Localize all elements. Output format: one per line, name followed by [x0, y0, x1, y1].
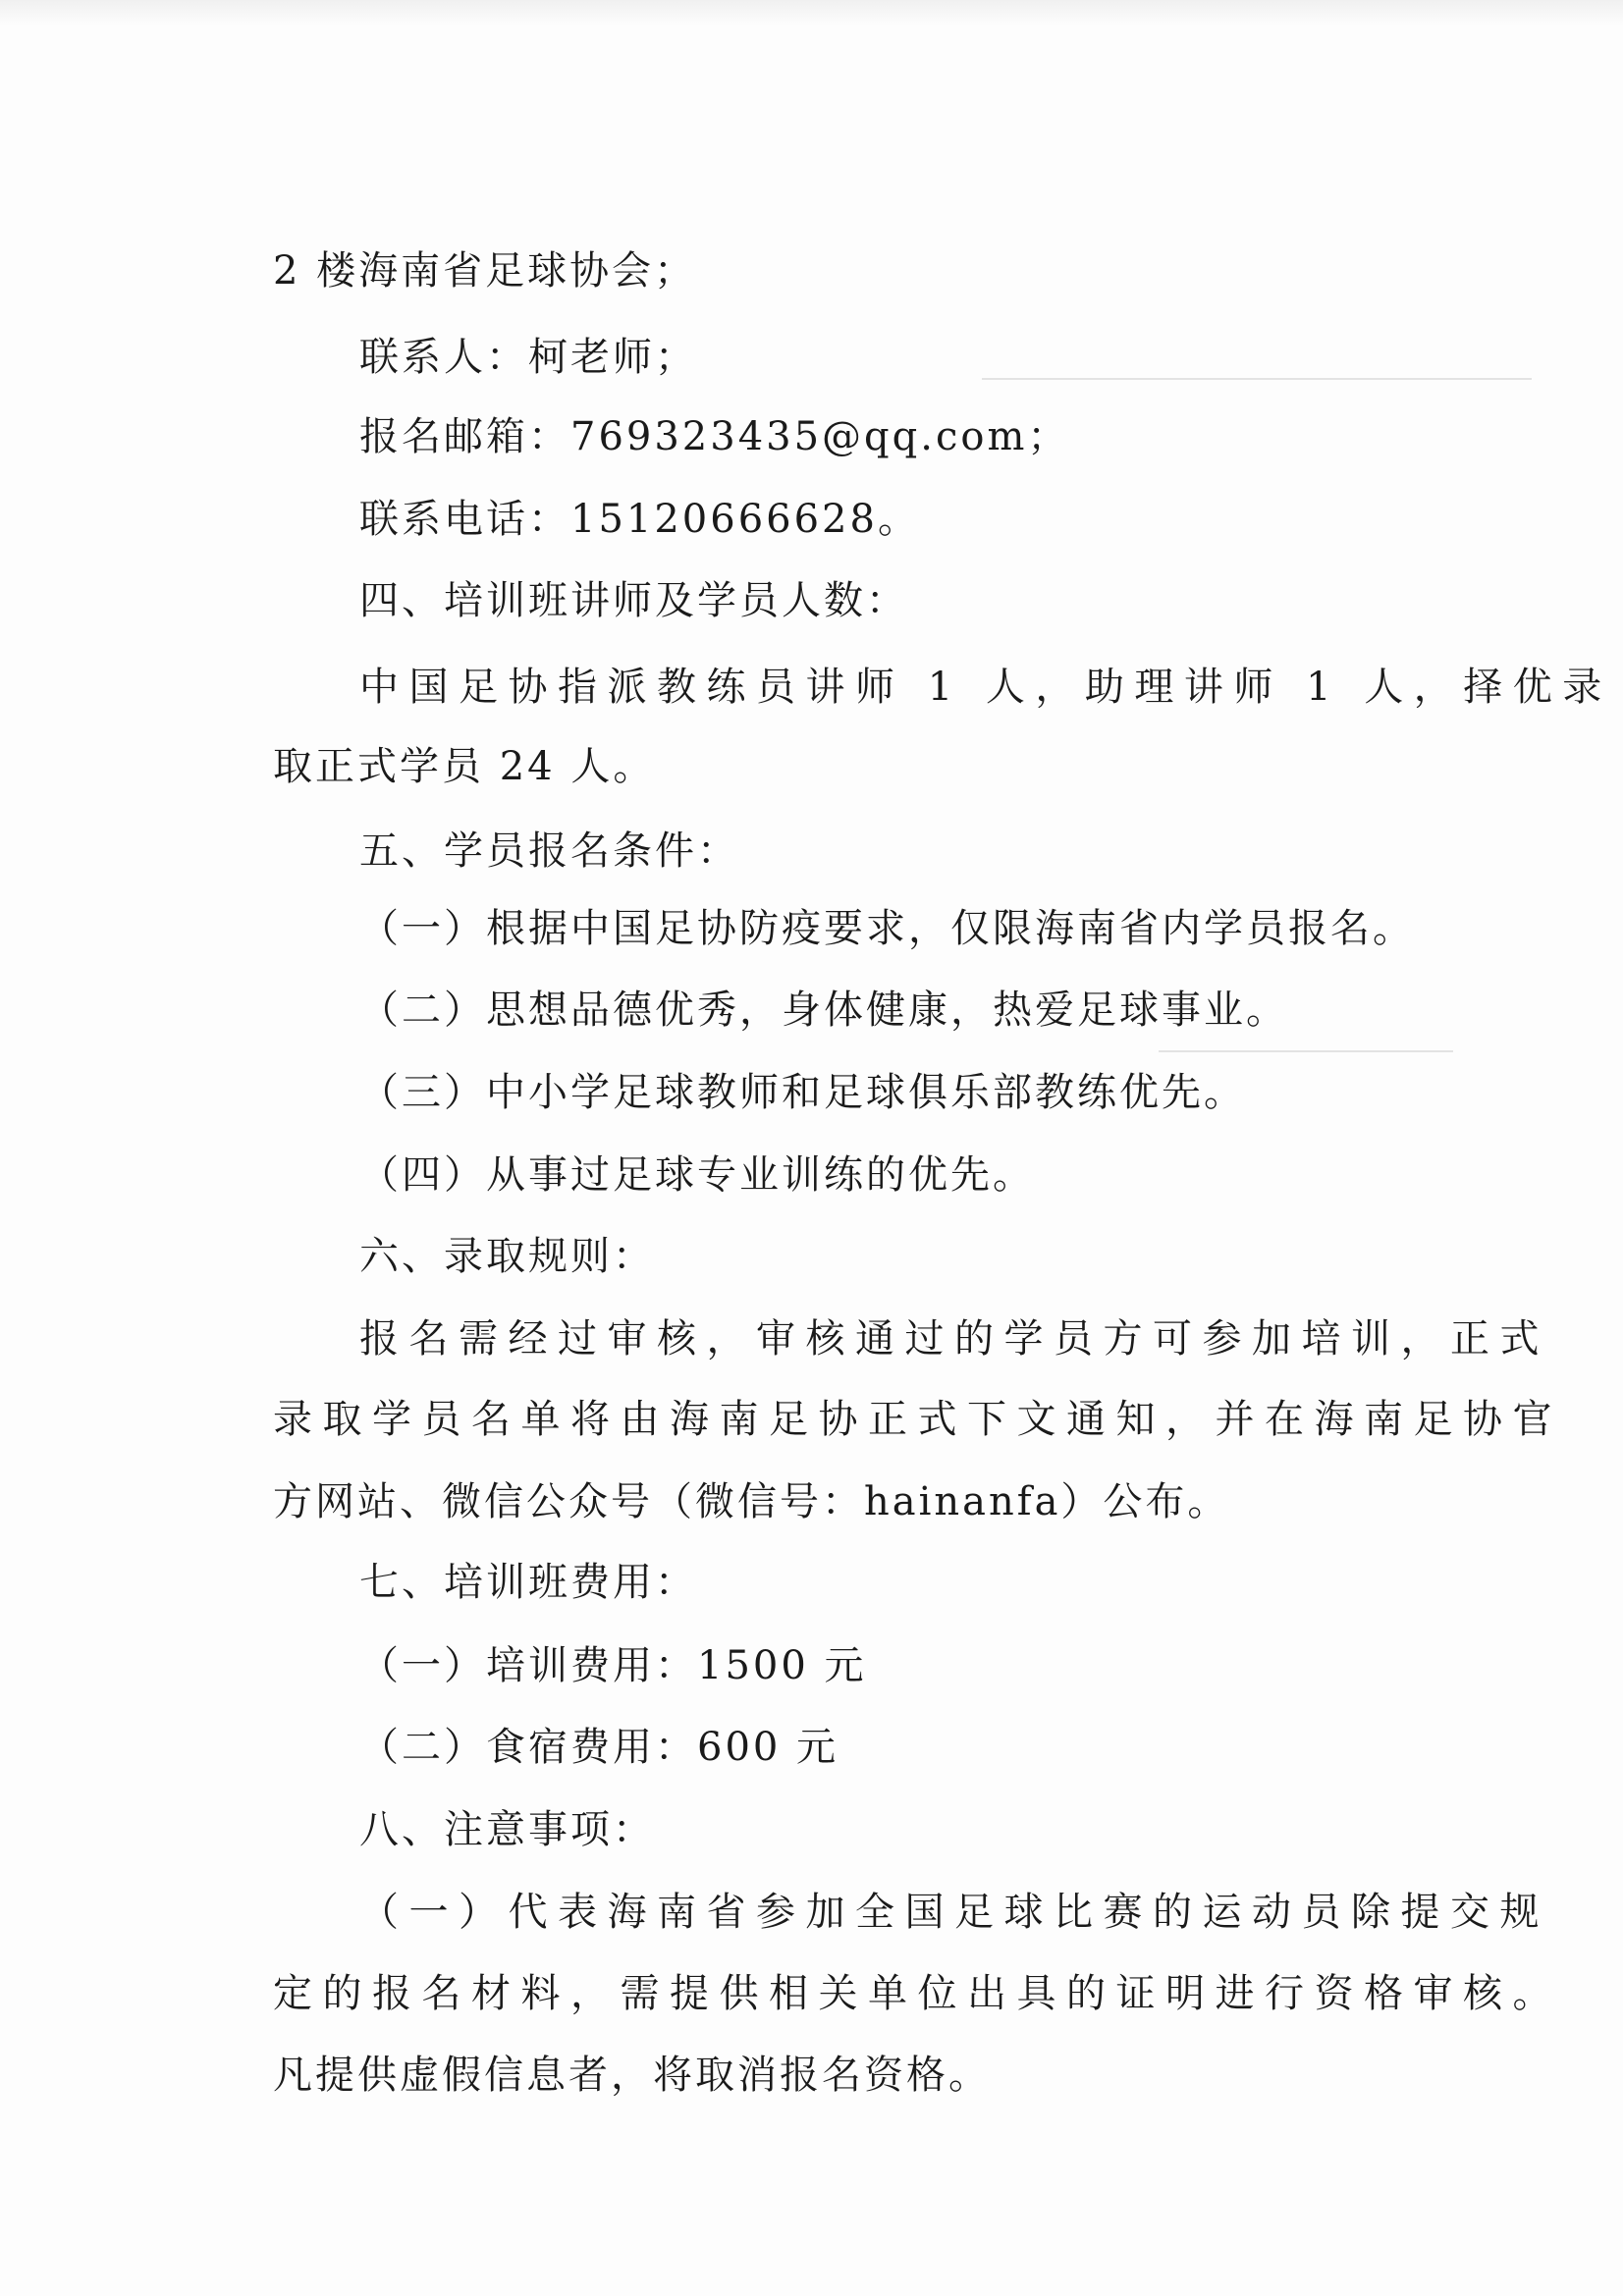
doc-line-lecturers: 中国足协指派教练员讲师 1 人，助理讲师 1 人，择优录	[359, 665, 1612, 710]
admission-line-1: 报名需经过审核，审核通过的学员方可参加培训，正式	[359, 1316, 1549, 1362]
admission-line-3: 方网站、微信公众号（微信号：hainanfa）公布。	[273, 1479, 1230, 1524]
admission-line-2: 录取学员名单将由海南足协正式下文通知，并在海南足协官	[273, 1397, 1562, 1442]
section-heading-6: 六、录取规则：	[359, 1234, 655, 1279]
scan-top-shadow	[0, 0, 1623, 26]
doc-line-contact-person: 联系人：柯老师；	[359, 335, 697, 380]
condition-item-1: （一）根据中国足协防疫要求，仅限海南省内学员报名。	[359, 906, 1415, 951]
section-heading-5: 五、学员报名条件：	[359, 828, 739, 874]
scan-artifact-line	[1159, 1050, 1453, 1052]
notice-line-2: 定的报名材料，需提供相关单位出具的证明进行资格审核。	[273, 1971, 1562, 2016]
doc-line-email: 报名邮箱：769323435@qq.com；	[359, 414, 1070, 459]
condition-item-3: （三）中小学足球教师和足球俱乐部教练优先。	[359, 1070, 1246, 1115]
fee-item-board: （二）食宿费用：600 元	[359, 1725, 839, 1770]
fee-item-training: （一）培训费用：1500 元	[359, 1643, 867, 1688]
section-heading-8: 八、注意事项：	[359, 1807, 655, 1852]
notice-line-1: （一）代表海南省参加全国足球比赛的运动员除提交规	[359, 1890, 1549, 1935]
doc-line-address: 2 楼海南省足球协会；	[273, 248, 697, 294]
section-heading-4: 四、培训班讲师及学员人数：	[359, 578, 908, 623]
doc-line-trainees: 取正式学员 24 人。	[273, 744, 656, 789]
notice-line-3: 凡提供虚假信息者，将取消报名资格。	[273, 2053, 991, 2098]
section-heading-7: 七、培训班费用：	[359, 1560, 697, 1605]
doc-line-phone: 联系电话：15120666628。	[359, 497, 920, 542]
condition-item-4: （四）从事过足球专业训练的优先。	[359, 1152, 1035, 1198]
scan-artifact-line	[982, 378, 1532, 380]
condition-item-2: （二）思想品德优秀，身体健康，热爱足球事业。	[359, 988, 1288, 1033]
